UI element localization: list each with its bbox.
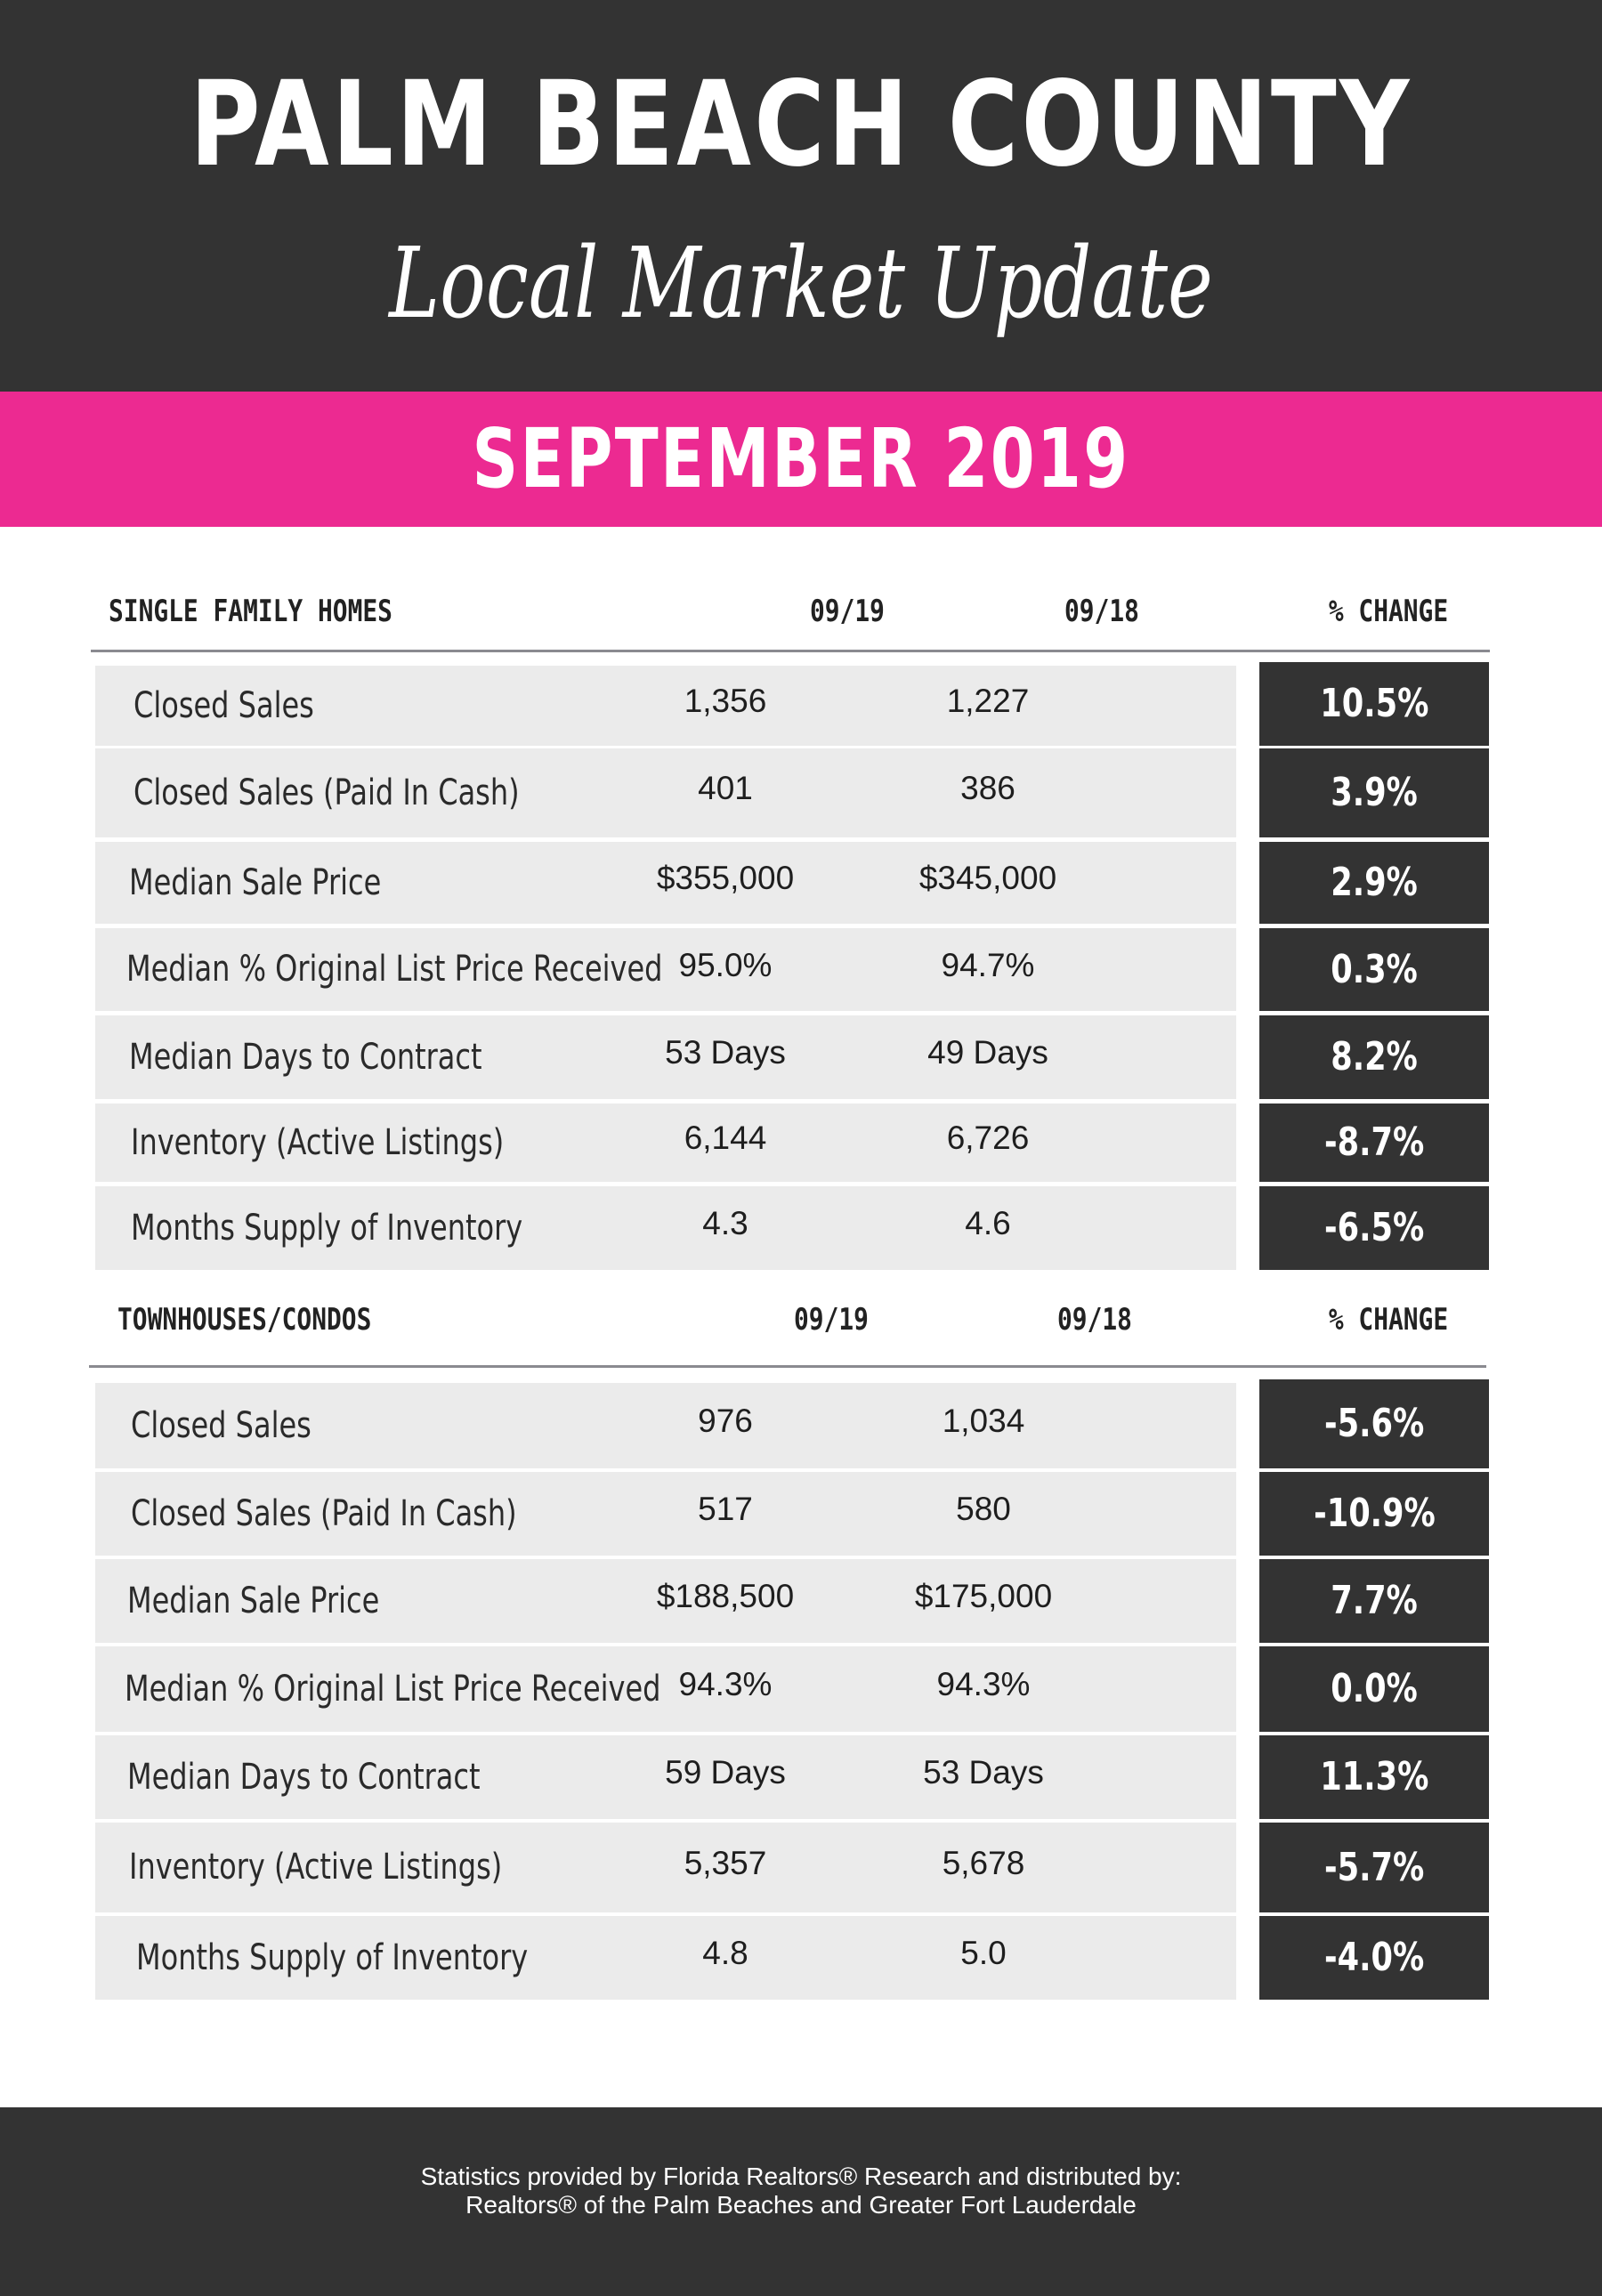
month-banner	[0, 392, 1602, 527]
percent-change-cell	[1259, 1015, 1489, 1099]
percent-change-cell	[1259, 1916, 1489, 2000]
table-row	[0, 1383, 1602, 1468]
percent-change-cell	[1259, 1823, 1489, 1912]
header-banner	[0, 0, 1602, 392]
footer-credit-line-1: Statistics provided by Florida Realtors® Research and distributed by:	[420, 2163, 1182, 2190]
metric-label: Median % Original List Price Received	[126, 949, 663, 990]
prior-value: 53 Days	[923, 1754, 1044, 1791]
section-title: TOWNHOUSES/CONDOS	[117, 1302, 372, 1338]
table-row	[0, 1472, 1602, 1556]
metric-label: Inventory (Active Listings)	[131, 1122, 505, 1163]
percent-change-value: 11.3%	[1319, 1754, 1429, 1799]
metric-label: Closed Sales	[131, 1405, 312, 1446]
column-change: % CHANGE	[1328, 1302, 1449, 1338]
table-row	[0, 1104, 1602, 1182]
percent-change-value: 7.7%	[1331, 1578, 1418, 1623]
prior-value: 1,227	[946, 683, 1030, 719]
report-month: SEPTEMBER 2019	[472, 411, 1130, 506]
current-value: 59 Days	[665, 1754, 786, 1791]
current-value: 95.0%	[678, 947, 773, 983]
metric-label: Median Sale Price	[127, 1581, 380, 1621]
prior-value: 94.7%	[941, 947, 1035, 983]
percent-change-value: -8.7%	[1323, 1120, 1425, 1165]
current-value: 5,357	[684, 1845, 767, 1881]
percent-change-cell	[1259, 928, 1489, 1011]
percent-change-cell	[1259, 1646, 1489, 1732]
footer-credit-line-2: Realtors® of the Palm Beaches and Greater Fort Lauderdale	[465, 2191, 1137, 2219]
prior-value: $175,000	[914, 1578, 1053, 1614]
table-row	[0, 1735, 1602, 1819]
table-row	[0, 1916, 1602, 2000]
metric-label: Median Days to Contract	[129, 1037, 482, 1078]
percent-change-cell	[1259, 662, 1489, 746]
current-value: 94.3%	[678, 1666, 773, 1702]
current-value: 4.8	[702, 1935, 748, 1971]
current-value: 517	[698, 1491, 753, 1527]
prior-value: 94.3%	[936, 1666, 1031, 1702]
percent-change-value: -5.6%	[1323, 1401, 1425, 1446]
report-subtitle: Local Market Update	[389, 226, 1213, 340]
prior-value: 580	[956, 1491, 1011, 1527]
percent-change-value: 3.9%	[1331, 770, 1418, 815]
county-title: PALM BEACH COUNTY	[190, 56, 1412, 193]
metric-label: Closed Sales (Paid In Cash)	[131, 1493, 517, 1534]
column-prior: 09/18	[1064, 594, 1139, 629]
metric-label: Closed Sales (Paid In Cash)	[134, 772, 520, 813]
section-header-single-family	[0, 580, 1602, 643]
current-value: $188,500	[656, 1578, 795, 1614]
metric-label: Months Supply of Inventory	[136, 1937, 529, 1978]
table-row	[0, 1646, 1602, 1732]
table-row	[0, 1015, 1602, 1099]
percent-change-value: -4.0%	[1323, 1935, 1425, 1980]
table-row	[0, 1823, 1602, 1912]
metric-label: Median Days to Contract	[127, 1757, 481, 1798]
section-header-townhouses	[0, 1289, 1602, 1351]
prior-value: 6,726	[946, 1120, 1030, 1156]
percent-change-cell	[1259, 1186, 1489, 1270]
table-row	[0, 1559, 1602, 1643]
prior-value: 5,678	[942, 1845, 1025, 1881]
metric-label: Median Sale Price	[129, 862, 382, 903]
percent-change-value: 2.9%	[1331, 860, 1418, 905]
column-current: 09/19	[810, 594, 885, 629]
footer	[0, 2107, 1602, 2296]
section-divider	[89, 1365, 1486, 1368]
percent-change-value: 0.3%	[1331, 947, 1418, 992]
table-row	[0, 928, 1602, 1011]
table-row	[0, 842, 1602, 924]
percent-change-value: -5.7%	[1323, 1845, 1425, 1890]
current-value: 6,144	[684, 1120, 767, 1156]
percent-change-cell	[1259, 1379, 1489, 1468]
percent-change-cell	[1259, 748, 1489, 837]
current-value: 53 Days	[665, 1034, 786, 1071]
percent-change-cell	[1259, 842, 1489, 924]
percent-change-value: 0.0%	[1331, 1666, 1418, 1711]
metric-label: Closed Sales	[134, 685, 314, 726]
table-row	[0, 748, 1602, 837]
prior-value: 49 Days	[927, 1034, 1048, 1071]
metric-label: Median % Original List Price Received	[125, 1669, 661, 1710]
prior-value: 386	[960, 770, 1015, 806]
current-value: $355,000	[656, 860, 795, 896]
prior-value: $345,000	[918, 860, 1057, 896]
current-value: 4.3	[702, 1205, 748, 1241]
prior-value: 4.6	[965, 1205, 1011, 1241]
percent-change-value: -6.5%	[1323, 1205, 1425, 1250]
current-value: 401	[698, 770, 753, 806]
percent-change-value: 10.5%	[1319, 681, 1429, 726]
section-title: SINGLE FAMILY HOMES	[109, 594, 392, 629]
prior-value: 5.0	[960, 1935, 1007, 1971]
percent-change-cell	[1259, 1104, 1489, 1182]
prior-value: 1,034	[942, 1403, 1025, 1439]
section-divider	[91, 650, 1490, 652]
table-row	[0, 1186, 1602, 1270]
current-value: 976	[698, 1403, 753, 1439]
column-change: % CHANGE	[1328, 594, 1449, 629]
percent-change-value: -10.9%	[1313, 1491, 1436, 1536]
metric-label: Inventory (Active Listings)	[129, 1847, 503, 1888]
percent-change-cell	[1259, 1559, 1489, 1643]
column-current: 09/19	[794, 1302, 869, 1338]
percent-change-value: 8.2%	[1331, 1034, 1418, 1079]
column-prior: 09/18	[1057, 1302, 1132, 1338]
current-value: 1,356	[684, 683, 767, 719]
table-row	[0, 666, 1602, 746]
percent-change-cell	[1259, 1735, 1489, 1819]
percent-change-cell	[1259, 1472, 1489, 1556]
metric-label: Months Supply of Inventory	[131, 1208, 523, 1249]
